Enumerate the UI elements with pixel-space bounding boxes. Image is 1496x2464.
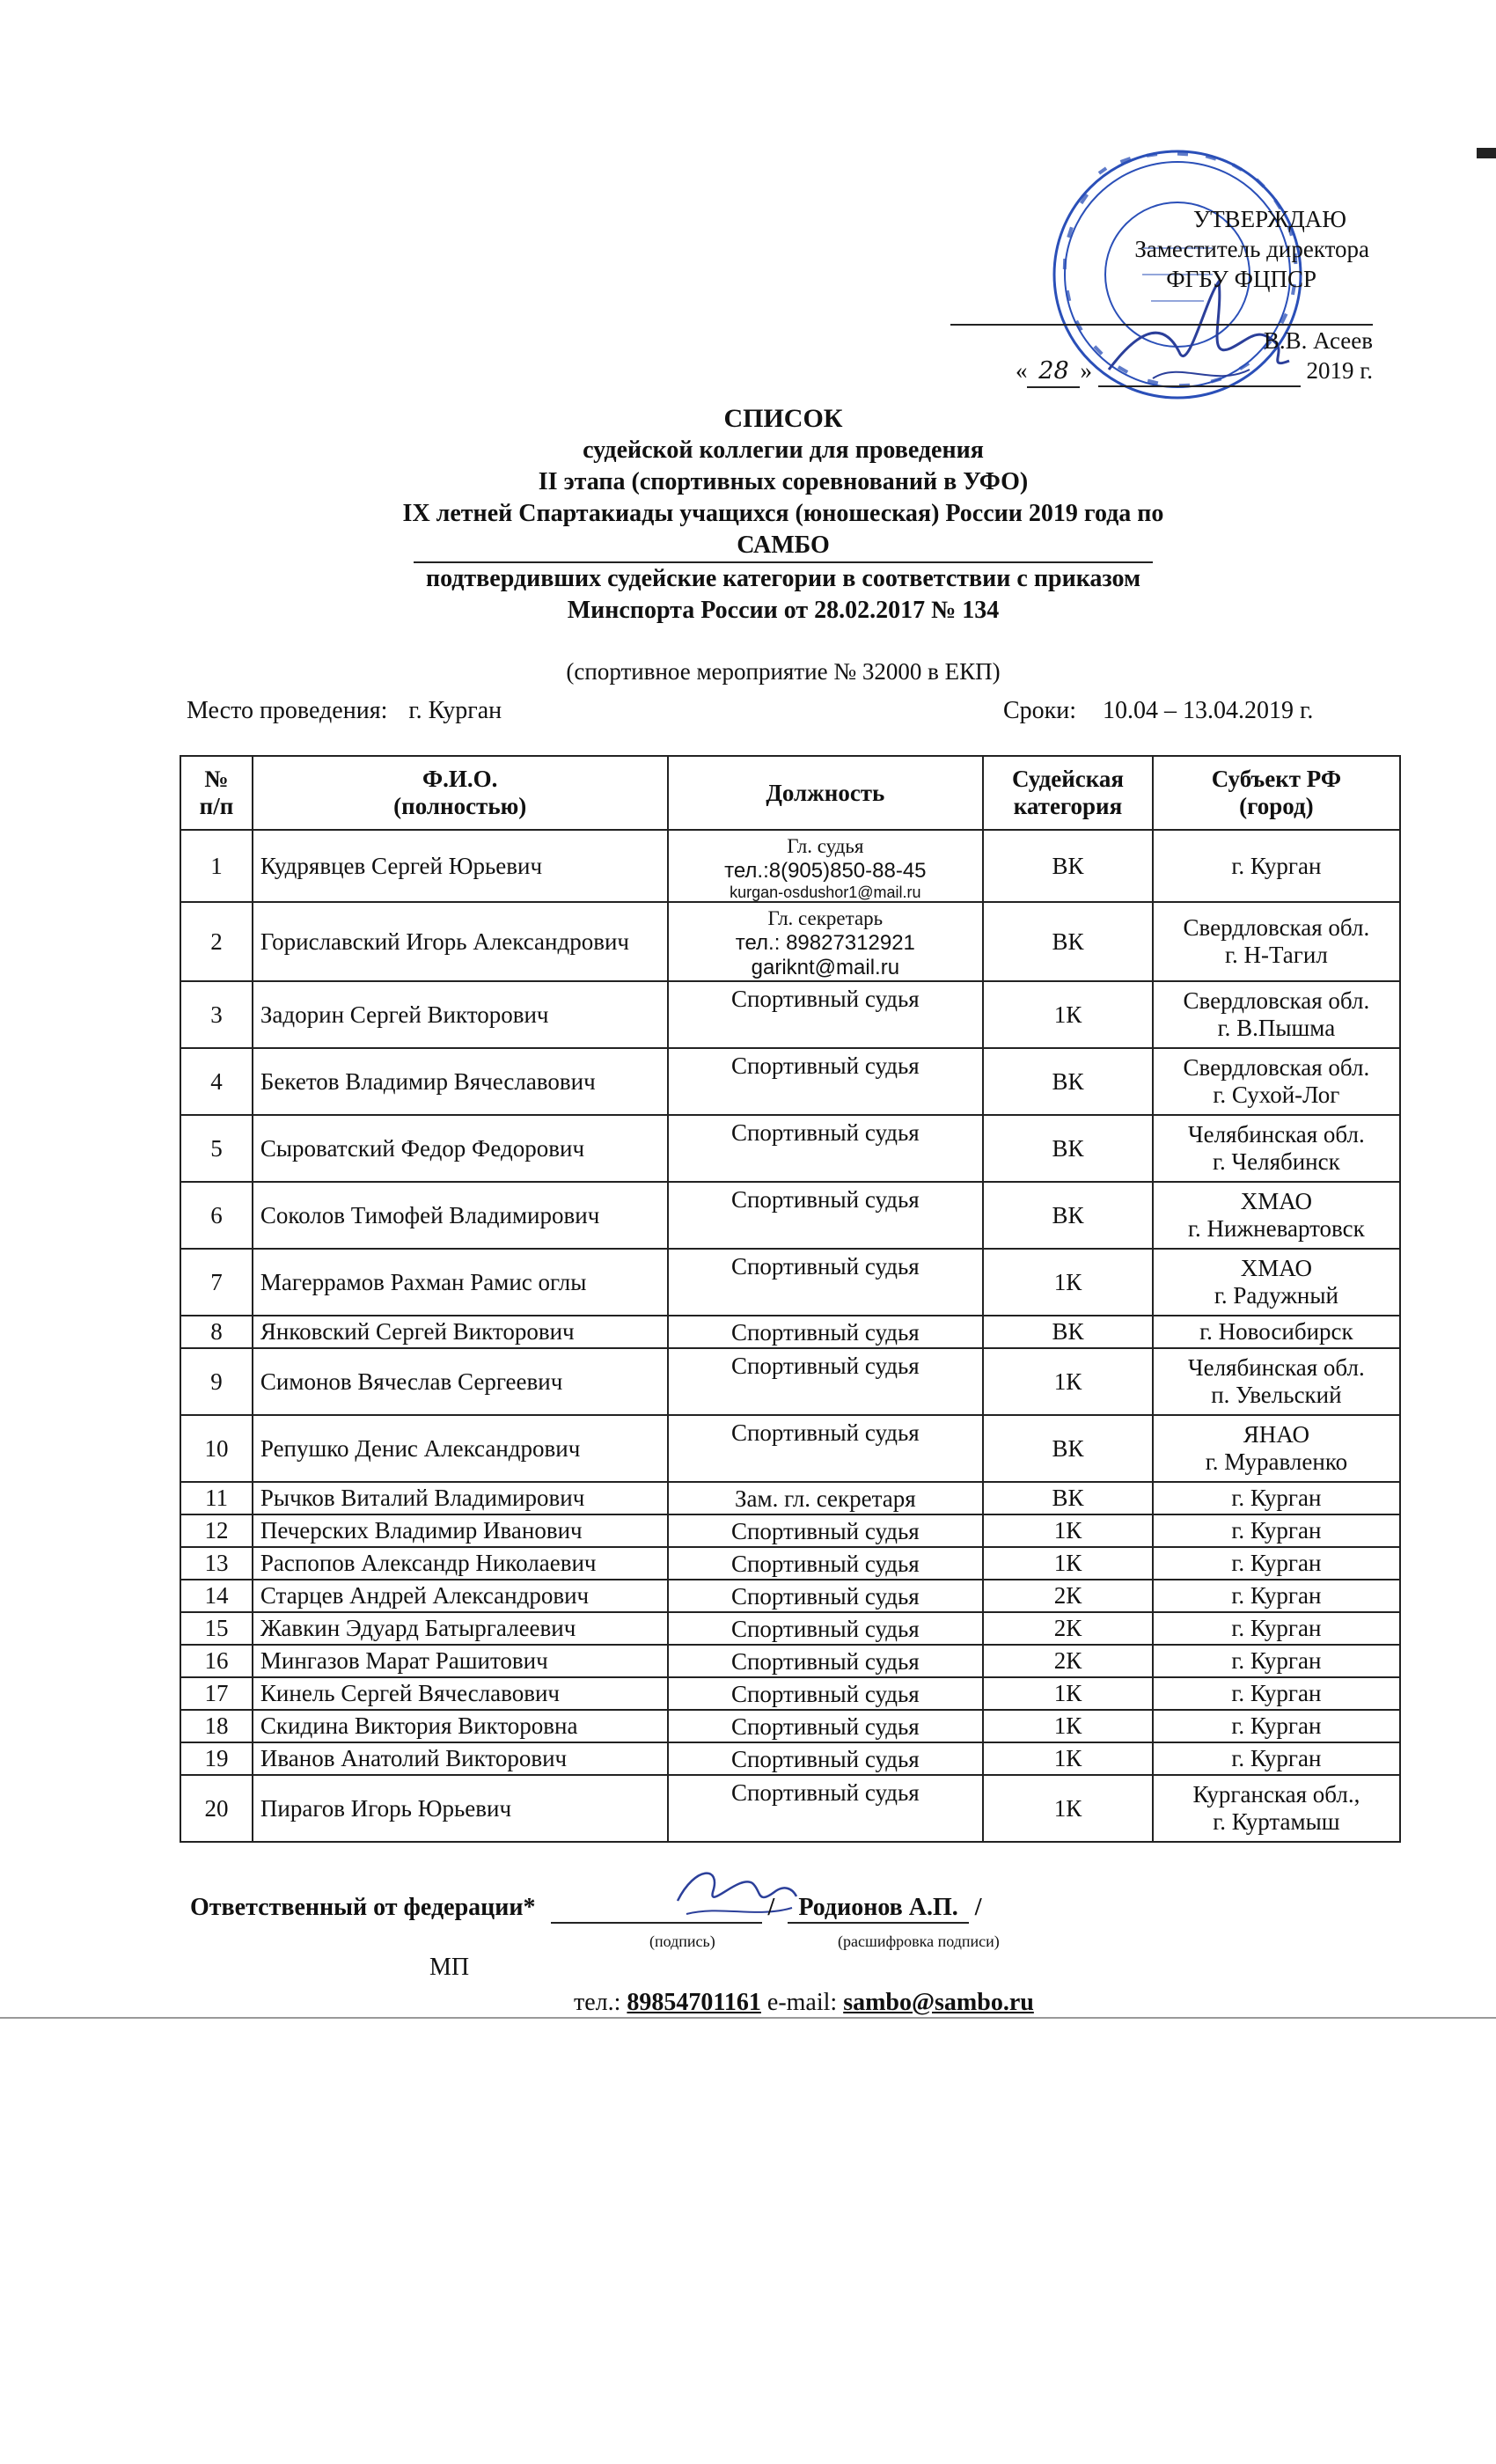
cell-fio: Распопов Александр Николаевич (253, 1547, 668, 1580)
cell-num: 7 (180, 1249, 253, 1316)
title-sport: САМБО (414, 530, 1153, 563)
cell-category: 1К (983, 1348, 1153, 1415)
cell-region (1153, 1742, 1400, 1775)
cell-num: 13 (180, 1547, 253, 1580)
position-label: Спортивный судья (730, 1647, 920, 1675)
region-line1: г. Курган (1231, 1550, 1322, 1576)
cell-fio: Иванов Анатолий Викторович (253, 1742, 668, 1775)
header-category (983, 756, 1153, 830)
cell-fio: Симонов Вячеслав Сергеевич (253, 1348, 668, 1415)
place-label: Место проведения: (187, 697, 388, 724)
cell-num: 12 (180, 1514, 253, 1547)
cell-fio: Сыроватский Федор Федорович (253, 1115, 668, 1182)
dates-label: Сроки: (1003, 697, 1077, 724)
position-label: Спортивный судья (730, 1318, 920, 1346)
cell-num: 6 (180, 1182, 253, 1249)
cell-fio: Кинель Сергей Вячеславович (253, 1677, 668, 1710)
cell-region (1153, 981, 1400, 1048)
cell-category: 1К (983, 981, 1153, 1048)
cell-category: 1К (983, 1775, 1153, 1842)
position-label: Спортивный судья (730, 1353, 920, 1379)
cell-position (668, 1547, 984, 1580)
cell-category: 1К (983, 1677, 1153, 1710)
table-row (180, 1048, 1400, 1115)
cell-position (668, 1048, 984, 1115)
approval-block (950, 204, 1373, 388)
table-row (180, 1115, 1400, 1182)
region-line2: г. В.Пышма (1217, 1015, 1336, 1041)
position-label: Гл. секретарь (767, 907, 884, 929)
region-line1: г. Курган (1231, 1517, 1322, 1544)
cell-position (668, 1612, 984, 1645)
table-row (180, 1482, 1400, 1514)
stamp-place-label: МП (429, 1954, 470, 1981)
cell-category: 1К (983, 1710, 1153, 1742)
cell-num: 4 (180, 1048, 253, 1115)
cell-fio: Магеррамов Рахман Рамис оглы (253, 1249, 668, 1316)
cell-category: ВК (983, 1482, 1153, 1514)
judge-email[interactable]: kurgan-osdushor1@mail.ru (730, 884, 921, 901)
cell-fio: Печерских Владимир Иванович (253, 1514, 668, 1547)
cell-region (1153, 1316, 1400, 1348)
cell-category: ВК (983, 1316, 1153, 1348)
email-label: e-mail: (766, 1989, 838, 2016)
header-category-line1: Судейская (1011, 766, 1125, 792)
cell-position (668, 1580, 984, 1612)
position-label: Спортивный судья (730, 1779, 920, 1806)
region-line1: г. Курган (1231, 1582, 1322, 1609)
responsible-line (190, 1894, 982, 1924)
header-fio (253, 756, 668, 830)
region-line1: Свердловская обл. (1183, 914, 1370, 941)
position-label: Спортивный судья (730, 1186, 920, 1213)
header-category-line2: категория (1013, 793, 1123, 819)
cell-fio: Мингазов Марат Рашитович (253, 1645, 668, 1677)
cell-num: 2 (180, 902, 253, 981)
cell-category: 1К (983, 1249, 1153, 1316)
caption-signature: (подпись) (649, 1932, 715, 1950)
page-bottom-edge (0, 2017, 1496, 2019)
region-line1: Челябинская обл. (1188, 1121, 1365, 1148)
title-line-2: судейской коллегии для проведения (583, 436, 984, 464)
place-value: г. Курган (408, 697, 502, 724)
region-line1: ХМАО (1240, 1188, 1312, 1214)
header-num (180, 756, 253, 830)
cell-category: 2К (983, 1580, 1153, 1612)
position-label: Спортивный судья (730, 1550, 920, 1577)
cell-category: 1К (983, 1514, 1153, 1547)
region-line1: Курганская обл., (1192, 1781, 1360, 1808)
approval-organization: ФГБУ ФЦПСР (1166, 266, 1316, 292)
approval-quote-open: « (1015, 357, 1028, 384)
region-line1: г. Курган (1231, 1647, 1322, 1674)
cell-num: 14 (180, 1580, 253, 1612)
cell-position (668, 1182, 984, 1249)
title-line-1: СПИСОК (723, 404, 843, 433)
cell-fio: Бекетов Владимир Вячеславович (253, 1048, 668, 1115)
region-line1: г. Курган (1231, 1485, 1322, 1511)
cell-fio: Соколов Тимофей Владимирович (253, 1182, 668, 1249)
region-line1: Челябинская обл. (1188, 1354, 1365, 1381)
scan-edge-mark (1477, 148, 1496, 158)
region-line1: г. Курган (1231, 1745, 1322, 1771)
header-num-line2: п/п (199, 793, 234, 819)
header-fio-line1: Ф.И.О. (422, 766, 498, 792)
table-header-row (180, 756, 1400, 830)
cell-category: 1К (983, 1547, 1153, 1580)
cell-category: ВК (983, 1415, 1153, 1482)
table-row (180, 1612, 1400, 1645)
region-line1: Свердловская обл. (1183, 1054, 1370, 1081)
position-label: Зам. гл. секретаря (734, 1485, 916, 1512)
cell-region (1153, 1514, 1400, 1547)
cell-region (1153, 1348, 1400, 1415)
region-line2: г. Муравленко (1205, 1448, 1348, 1475)
cell-fio: Старцев Андрей Александрович (253, 1580, 668, 1612)
cell-num: 19 (180, 1742, 253, 1775)
cell-position (668, 1775, 984, 1842)
title-line-6: подтвердивших судейские категории в соответствии с приказом (425, 565, 1141, 592)
cell-region (1153, 1677, 1400, 1710)
header-region (1153, 756, 1400, 830)
cell-region (1153, 1710, 1400, 1742)
position-label: Спортивный судья (730, 1517, 920, 1544)
signature-blank (551, 1894, 762, 1924)
cell-category: ВК (983, 1048, 1153, 1115)
judge-phone: тел.:8(905)850-88-45 (724, 859, 927, 883)
position-label: Спортивный судья (730, 1615, 920, 1642)
position-label: Спортивный судья (730, 1253, 920, 1280)
table-row (180, 981, 1400, 1048)
dates (1003, 697, 1313, 725)
table-row (180, 1182, 1400, 1249)
cell-category: 2К (983, 1612, 1153, 1645)
cell-region (1153, 1580, 1400, 1612)
cell-position (668, 902, 984, 981)
table-row (180, 902, 1400, 981)
cell-fio: Задорин Сергей Викторович (253, 981, 668, 1048)
cell-region (1153, 1415, 1400, 1482)
approval-day: 28 (1027, 356, 1080, 388)
region-line2: п. Увельский (1211, 1382, 1342, 1408)
region-line2: г. Н-Тагил (1224, 942, 1328, 968)
cell-num: 17 (180, 1677, 253, 1710)
cell-region (1153, 902, 1400, 981)
region-line1: г. Курган (1231, 1712, 1322, 1739)
cell-position (668, 1677, 984, 1710)
cell-position (668, 1742, 984, 1775)
approval-position: Заместитель директора (1134, 236, 1369, 262)
table-row (180, 1316, 1400, 1348)
judges-table-body (180, 830, 1400, 1842)
cell-fio: Скидина Виктория Викторовна (253, 1710, 668, 1742)
cell-num: 1 (180, 830, 253, 902)
cell-num: 20 (180, 1775, 253, 1842)
region-line2: г. Нижневартовск (1188, 1215, 1365, 1242)
table-row (180, 1742, 1400, 1775)
cell-position (668, 1115, 984, 1182)
document-title (176, 403, 1390, 627)
title-line-4: IX летней Спартакиады учащихся (юношеская) России 2019 года по (402, 500, 1164, 527)
dates-value: 10.04 – 13.04.2019 г. (1103, 697, 1314, 724)
cell-num: 15 (180, 1612, 253, 1645)
region-line1: г. Курган (1231, 1680, 1322, 1706)
phone-label: тел.: (574, 1989, 621, 2016)
position-label: Спортивный судья (730, 986, 920, 1012)
judge-phone: тел.: 89827312921 (735, 931, 915, 955)
header-position: Должность (668, 756, 984, 830)
table-row (180, 1348, 1400, 1415)
title-line-7: Минспорта России от 28.02.2017 № 134 (567, 597, 1000, 624)
region-line1: г. Новосибирск (1199, 1318, 1353, 1345)
region-line1: г. Курган (1231, 1615, 1322, 1641)
approval-name: В.В. Асеев (950, 324, 1373, 356)
cell-position (668, 981, 984, 1048)
table-row (180, 1547, 1400, 1580)
caption-decode: (расшифровка подписи) (838, 1932, 1000, 1950)
cell-fio: Гориславский Игорь Александрович (253, 902, 668, 981)
judges-table (180, 755, 1401, 1843)
cell-fio: Кудрявцев Сергей Юрьевич (253, 830, 668, 902)
place (187, 697, 502, 725)
cell-num: 11 (180, 1482, 253, 1514)
cell-region (1153, 1547, 1400, 1580)
table-row (180, 1677, 1400, 1710)
region-line1: ХМАО (1240, 1255, 1312, 1281)
region-line2: г. Челябинск (1213, 1148, 1340, 1175)
cell-fio: Янковский Сергей Викторович (253, 1316, 668, 1348)
cell-position (668, 1415, 984, 1482)
region-line2: г. Куртамыш (1213, 1808, 1340, 1835)
slash-2: / (974, 1894, 982, 1921)
position-label: Гл. судья (787, 835, 864, 857)
phone-value: 89854701161 (627, 1989, 761, 2016)
cell-region (1153, 1775, 1400, 1842)
position-label: Спортивный судья (730, 1419, 920, 1446)
header-fio-line2: (полностью) (393, 793, 527, 819)
cell-region (1153, 1482, 1400, 1514)
cell-num: 3 (180, 981, 253, 1048)
cell-fio: Репушко Денис Александрович (253, 1415, 668, 1482)
cell-fio: Жавкин Эдуард Батыргалеевич (253, 1612, 668, 1645)
cell-region (1153, 830, 1400, 902)
table-row (180, 1775, 1400, 1842)
approval-quote-close: » (1080, 357, 1092, 384)
position-label: Спортивный судья (730, 1052, 920, 1079)
header-num-line1: № (204, 766, 229, 792)
cell-category: ВК (983, 1115, 1153, 1182)
table-row (180, 1710, 1400, 1742)
cell-region (1153, 1612, 1400, 1645)
table-row (180, 830, 1400, 902)
judge-email[interactable]: gariknt@mail.ru (751, 956, 900, 979)
cell-region (1153, 1645, 1400, 1677)
header-region-line1: Субъект РФ (1211, 766, 1342, 792)
position-label: Спортивный судья (730, 1712, 920, 1740)
cell-fio: Рычков Виталий Владимирович (253, 1482, 668, 1514)
table-row (180, 1580, 1400, 1612)
cell-num: 10 (180, 1415, 253, 1482)
responsible-label: Ответственный от федерации* (190, 1894, 536, 1921)
cell-position (668, 1645, 984, 1677)
cell-category: 1К (983, 1742, 1153, 1775)
cell-num: 18 (180, 1710, 253, 1742)
cell-num: 5 (180, 1115, 253, 1182)
cell-category: ВК (983, 830, 1153, 902)
cell-num: 8 (180, 1316, 253, 1348)
slash-1: / (767, 1894, 775, 1921)
cell-position (668, 1249, 984, 1316)
region-line1: ЯНАО (1243, 1421, 1309, 1448)
approval-month-blank (1098, 356, 1301, 387)
position-label: Спортивный судья (730, 1680, 920, 1707)
title-line-3: II этапа (спортивных соревнований в УФО) (538, 468, 1029, 495)
email-link[interactable]: sambo@sambo.ru (843, 1989, 1034, 2016)
approval-title: УТВЕРЖДАЮ (1192, 206, 1346, 232)
approval-date (950, 356, 1373, 388)
cell-category: ВК (983, 902, 1153, 981)
cell-position (668, 1514, 984, 1547)
cell-position (668, 830, 984, 902)
cell-position (668, 1482, 984, 1514)
table-row (180, 1514, 1400, 1547)
cell-position (668, 1316, 984, 1348)
cell-position (668, 1710, 984, 1742)
cell-region (1153, 1115, 1400, 1182)
cell-position (668, 1348, 984, 1415)
cell-num: 16 (180, 1645, 253, 1677)
table-row (180, 1249, 1400, 1316)
cell-category: 2К (983, 1645, 1153, 1677)
cell-category: ВК (983, 1182, 1153, 1249)
position-label: Спортивный судья (730, 1119, 920, 1146)
approval-year: 2019 г. (1306, 357, 1373, 384)
region-line2: г. Радужный (1214, 1282, 1338, 1309)
table-row (180, 1415, 1400, 1482)
region-line1: г. Курган (1231, 852, 1322, 879)
cell-fio: Пирагов Игорь Юрьевич (253, 1775, 668, 1842)
table-row (180, 1645, 1400, 1677)
cell-region (1153, 1182, 1400, 1249)
region-line1: Свердловская обл. (1183, 987, 1370, 1014)
contacts (574, 1989, 1034, 2017)
cell-region (1153, 1249, 1400, 1316)
event-number: (спортивное мероприятие № 32000 в ЕКП) (566, 658, 1001, 685)
region-line2: г. Сухой-Лог (1213, 1082, 1340, 1108)
cell-num: 9 (180, 1348, 253, 1415)
position-label: Спортивный судья (730, 1745, 920, 1772)
cell-region (1153, 1048, 1400, 1115)
responsible-name: Родионов А.П. (788, 1894, 968, 1924)
position-label: Спортивный судья (730, 1582, 920, 1610)
header-region-line2: (город) (1239, 793, 1314, 819)
